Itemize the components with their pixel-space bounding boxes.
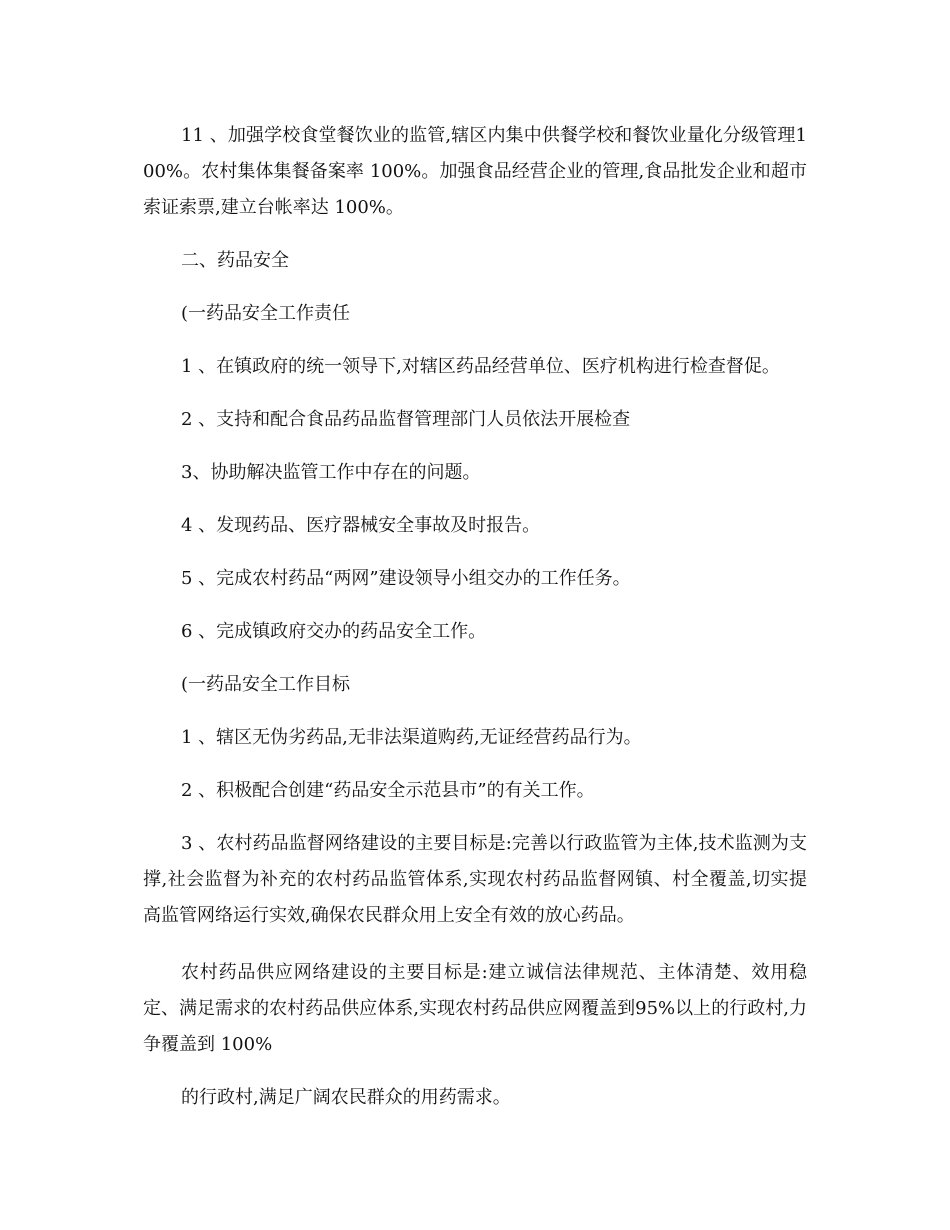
- responsibility-item-2: 2 、支持和配合食品药品监督管理部门人员依法开展检查: [181, 409, 631, 430]
- paragraph-supply-network-goals: 农村药品供应网络建设的主要目标是:建立诚信法律规范、主体清楚、效用稳定、满足需求的农村药品供应体系,实现农村药品供应网覆盖到95%以上的行政村,力争覆盖到 100%: [143, 962, 807, 1055]
- paragraph-food-safety-item-11: 11 、加强学校食堂餐饮业的监管,辖区内集中供餐学校和餐饮业量化分级管理100%。农村集体集餐备案率 100%。加强食品经营企业的管理,食品批发企业和超市索证索票,建立台帐率达 100%。: [143, 125, 807, 218]
- goal-item-3: 3 、农村药品监督网络建设的主要目标是:完善以行政监管为主体,技术监测为支撑,社会监督为补充的农村药品监管体系,实现农村药品监督网镇、村全覆盖,切实提高监管网络运行实效,确保农民群众用上安全有效的放心药品。: [143, 833, 807, 926]
- subheading-drug-safety-goals: (一药品安全工作目标: [181, 674, 351, 695]
- goal-item-2: 2 、积极配合创建“药品安全示范县市”的有关工作。: [181, 780, 595, 801]
- responsibility-item-4: 4 、发现药品、医疗器械安全事故及时报告。: [181, 515, 541, 536]
- responsibility-item-6: 6 、完成镇政府交办的药品安全工作。: [181, 621, 487, 642]
- responsibility-item-5: 5 、完成农村药品“两网”建设领导小组交办的工作任务。: [181, 568, 631, 589]
- responsibility-item-1: 1 、在镇政府的统一领导下,对辖区药品经营单位、医疗机构进行检查督促。: [181, 356, 780, 377]
- document-page: [143, 118, 807, 1116]
- goal-item-1: 1 、辖区无伪劣药品,无非法渠道购药,无证经营药品行为。: [181, 727, 642, 748]
- paragraph-supply-network-continuation: 的行政村,满足广阔农民群众的用药需求。: [181, 1087, 511, 1108]
- responsibility-item-3: 3、协助解决监管工作中存在的问题。: [181, 462, 481, 483]
- section-heading-drug-safety: 二、药品安全: [181, 250, 289, 271]
- subheading-drug-safety-responsibility: (一药品安全工作责任: [181, 303, 351, 324]
